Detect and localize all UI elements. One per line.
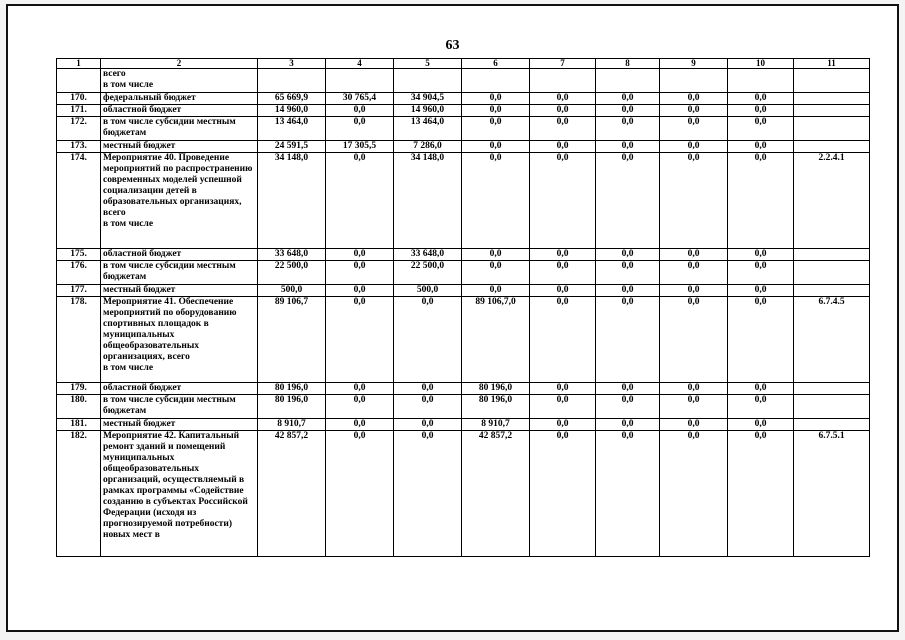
table-row [57,117,870,141]
table-row [57,153,870,249]
value-col5 [394,69,462,93]
value-col10: 0,0 [728,261,794,285]
value-col6: 80 196,0 [462,383,530,395]
value-col6: 0,0 [462,105,530,117]
value-col3: 24 591,5 [258,141,326,153]
value-col10 [728,69,794,93]
row-number: 173. [57,141,101,153]
value-col7: 0,0 [530,395,596,419]
value-col5: 34 904,5 [394,93,462,105]
code-col11 [794,261,870,285]
value-col6: 0,0 [462,153,530,249]
value-col3: 80 196,0 [258,395,326,419]
value-col10: 0,0 [728,117,794,141]
table-row [57,141,870,153]
value-col3: 80 196,0 [258,383,326,395]
value-col7: 0,0 [530,93,596,105]
value-col9: 0,0 [660,383,728,395]
col-header: 5 [394,59,462,69]
value-col8: 0,0 [596,395,660,419]
table-row [57,297,870,383]
value-col7: 0,0 [530,249,596,261]
value-col10: 0,0 [728,105,794,117]
table-row [57,285,870,297]
value-col3: 22 500,0 [258,261,326,285]
item-name: в том числе субсидии местным бюджетам [101,395,258,419]
table-row [57,249,870,261]
item-name: областной бюджет [101,105,258,117]
value-col10: 0,0 [728,93,794,105]
row-number: 177. [57,285,101,297]
value-col8: 0,0 [596,93,660,105]
page-number: 63 [445,38,460,53]
value-col4: 0,0 [326,395,394,419]
value-col9: 0,0 [660,105,728,117]
value-col3: 65 669,9 [258,93,326,105]
value-col3: 42 857,2 [258,431,326,557]
value-col6 [462,69,530,93]
value-col7 [530,69,596,93]
col-header: 3 [258,59,326,69]
item-name: местный бюджет [101,141,258,153]
budget-table [56,58,870,557]
value-col7: 0,0 [530,431,596,557]
value-col5: 0,0 [394,297,462,383]
code-col11: 6.7.4.5 [794,297,870,383]
value-col6: 80 196,0 [462,395,530,419]
row-number: 182. [57,431,101,557]
value-col7: 0,0 [530,141,596,153]
value-col3: 89 106,7 [258,297,326,383]
code-col11 [794,141,870,153]
code-col11 [794,395,870,419]
value-col5: 0,0 [394,419,462,431]
value-col9: 0,0 [660,93,728,105]
code-col11 [794,419,870,431]
value-col6: 0,0 [462,249,530,261]
value-col3: 13 464,0 [258,117,326,141]
value-col7: 0,0 [530,117,596,141]
value-col4: 0,0 [326,383,394,395]
value-col5: 0,0 [394,395,462,419]
code-col11 [794,93,870,105]
row-number: 170. [57,93,101,105]
value-col10: 0,0 [728,249,794,261]
value-col4: 0,0 [326,431,394,557]
value-col4: 0,0 [326,105,394,117]
table-row [57,383,870,395]
table-row [57,69,870,93]
value-col4: 0,0 [326,117,394,141]
value-col10: 0,0 [728,141,794,153]
value-col7: 0,0 [530,105,596,117]
row-number: 175. [57,249,101,261]
table-row [57,419,870,431]
col-header: 2 [101,59,258,69]
item-name: областной бюджет [101,249,258,261]
value-col9: 0,0 [660,431,728,557]
col-header: 10 [728,59,794,69]
row-number: 181. [57,419,101,431]
table-row [57,105,870,117]
item-name: Мероприятие 42. Капитальный ремонт зданий и помещений муниципальных общеобразовательных организаций, осуществляемый в рамках программы «Содействие созданию в субъектах Российской Федерации (исходя из прогнозируемой потребности) новых мест в [101,431,258,557]
value-col6: 89 106,7,0 [462,297,530,383]
value-col9: 0,0 [660,117,728,141]
value-col10: 0,0 [728,395,794,419]
value-col5: 500,0 [394,285,462,297]
item-name: областной бюджет [101,383,258,395]
col-header: 9 [660,59,728,69]
value-col5: 0,0 [394,431,462,557]
row-number: 174. [57,153,101,249]
value-col10: 0,0 [728,285,794,297]
value-col6: 0,0 [462,261,530,285]
value-col9: 0,0 [660,261,728,285]
value-col7: 0,0 [530,153,596,249]
value-col4: 17 305,5 [326,141,394,153]
code-col11 [794,285,870,297]
value-col6: 0,0 [462,285,530,297]
value-col6: 42 857,2 [462,431,530,557]
value-col6: 0,0 [462,93,530,105]
value-col9: 0,0 [660,249,728,261]
table-row [57,431,870,557]
value-col8: 0,0 [596,153,660,249]
table-row [57,93,870,105]
value-col4: 0,0 [326,249,394,261]
value-col7: 0,0 [530,383,596,395]
item-name: федеральный бюджет [101,93,258,105]
value-col5: 14 960,0 [394,105,462,117]
header-row [57,59,870,69]
item-name: всего в том числе [101,69,258,93]
value-col3: 500,0 [258,285,326,297]
table-row [57,395,870,419]
value-col6: 0,0 [462,117,530,141]
value-col5: 22 500,0 [394,261,462,285]
value-col3: 14 960,0 [258,105,326,117]
code-col11 [794,105,870,117]
value-col3: 33 648,0 [258,249,326,261]
value-col9: 0,0 [660,285,728,297]
value-col4: 0,0 [326,261,394,285]
value-col9: 0,0 [660,419,728,431]
value-col6: 8 910,7 [462,419,530,431]
value-col4: 0,0 [326,419,394,431]
value-col7: 0,0 [530,285,596,297]
value-col8: 0,0 [596,261,660,285]
col-header: 8 [596,59,660,69]
value-col8: 0,0 [596,297,660,383]
code-col11: 2.2.4.1 [794,153,870,249]
value-col10: 0,0 [728,383,794,395]
code-col11 [794,249,870,261]
code-col11: 6.7.5.1 [794,431,870,557]
value-col8: 0,0 [596,249,660,261]
value-col3 [258,69,326,93]
value-col6: 0,0 [462,141,530,153]
item-name: в том числе субсидии местным бюджетам [101,117,258,141]
row-number: 172. [57,117,101,141]
col-header: 4 [326,59,394,69]
col-header: 6 [462,59,530,69]
value-col7: 0,0 [530,419,596,431]
value-col8: 0,0 [596,419,660,431]
item-name: местный бюджет [101,285,258,297]
row-number: 179. [57,383,101,395]
value-col4 [326,69,394,93]
item-name: Мероприятие 40. Проведение мероприятий по распространению современных моделей успешной социализации детей в образовательных организациях, всего в том числе [101,153,258,249]
value-col8: 0,0 [596,141,660,153]
value-col3: 8 910,7 [258,419,326,431]
row-number: 178. [57,297,101,383]
value-col9: 0,0 [660,297,728,383]
value-col8: 0,0 [596,285,660,297]
value-col5: 0,0 [394,383,462,395]
value-col9: 0,0 [660,395,728,419]
value-col9: 0,0 [660,153,728,249]
value-col10: 0,0 [728,431,794,557]
value-col4: 30 765,4 [326,93,394,105]
col-header: 11 [794,59,870,69]
row-number: 176. [57,261,101,285]
value-col8: 0,0 [596,431,660,557]
value-col9: 0,0 [660,141,728,153]
value-col10: 0,0 [728,419,794,431]
value-col4: 0,0 [326,285,394,297]
value-col5: 33 648,0 [394,249,462,261]
item-name: в том числе субсидии местным бюджетам [101,261,258,285]
value-col4: 0,0 [326,297,394,383]
value-col10: 0,0 [728,297,794,383]
value-col8: 0,0 [596,105,660,117]
row-number: 171. [57,105,101,117]
value-col8: 0,0 [596,383,660,395]
item-name: Мероприятие 41. Обеспечение мероприятий по оборудованию спортивных площадок в муниципальных общеобразовательных организациях, всего в том числе [101,297,258,383]
col-header: 7 [530,59,596,69]
value-col8: 0,0 [596,117,660,141]
row-number: 180. [57,395,101,419]
code-col11 [794,117,870,141]
value-col3: 34 148,0 [258,153,326,249]
row-number [57,69,101,93]
value-col5: 34 148,0 [394,153,462,249]
value-col10: 0,0 [728,153,794,249]
table-row [57,261,870,285]
code-col11 [794,69,870,93]
value-col7: 0,0 [530,297,596,383]
value-col4: 0,0 [326,153,394,249]
item-name: местный бюджет [101,419,258,431]
code-col11 [794,383,870,395]
col-header: 1 [57,59,101,69]
value-col5: 7 286,0 [394,141,462,153]
value-col8 [596,69,660,93]
value-col5: 13 464,0 [394,117,462,141]
value-col9 [660,69,728,93]
value-col7: 0,0 [530,261,596,285]
